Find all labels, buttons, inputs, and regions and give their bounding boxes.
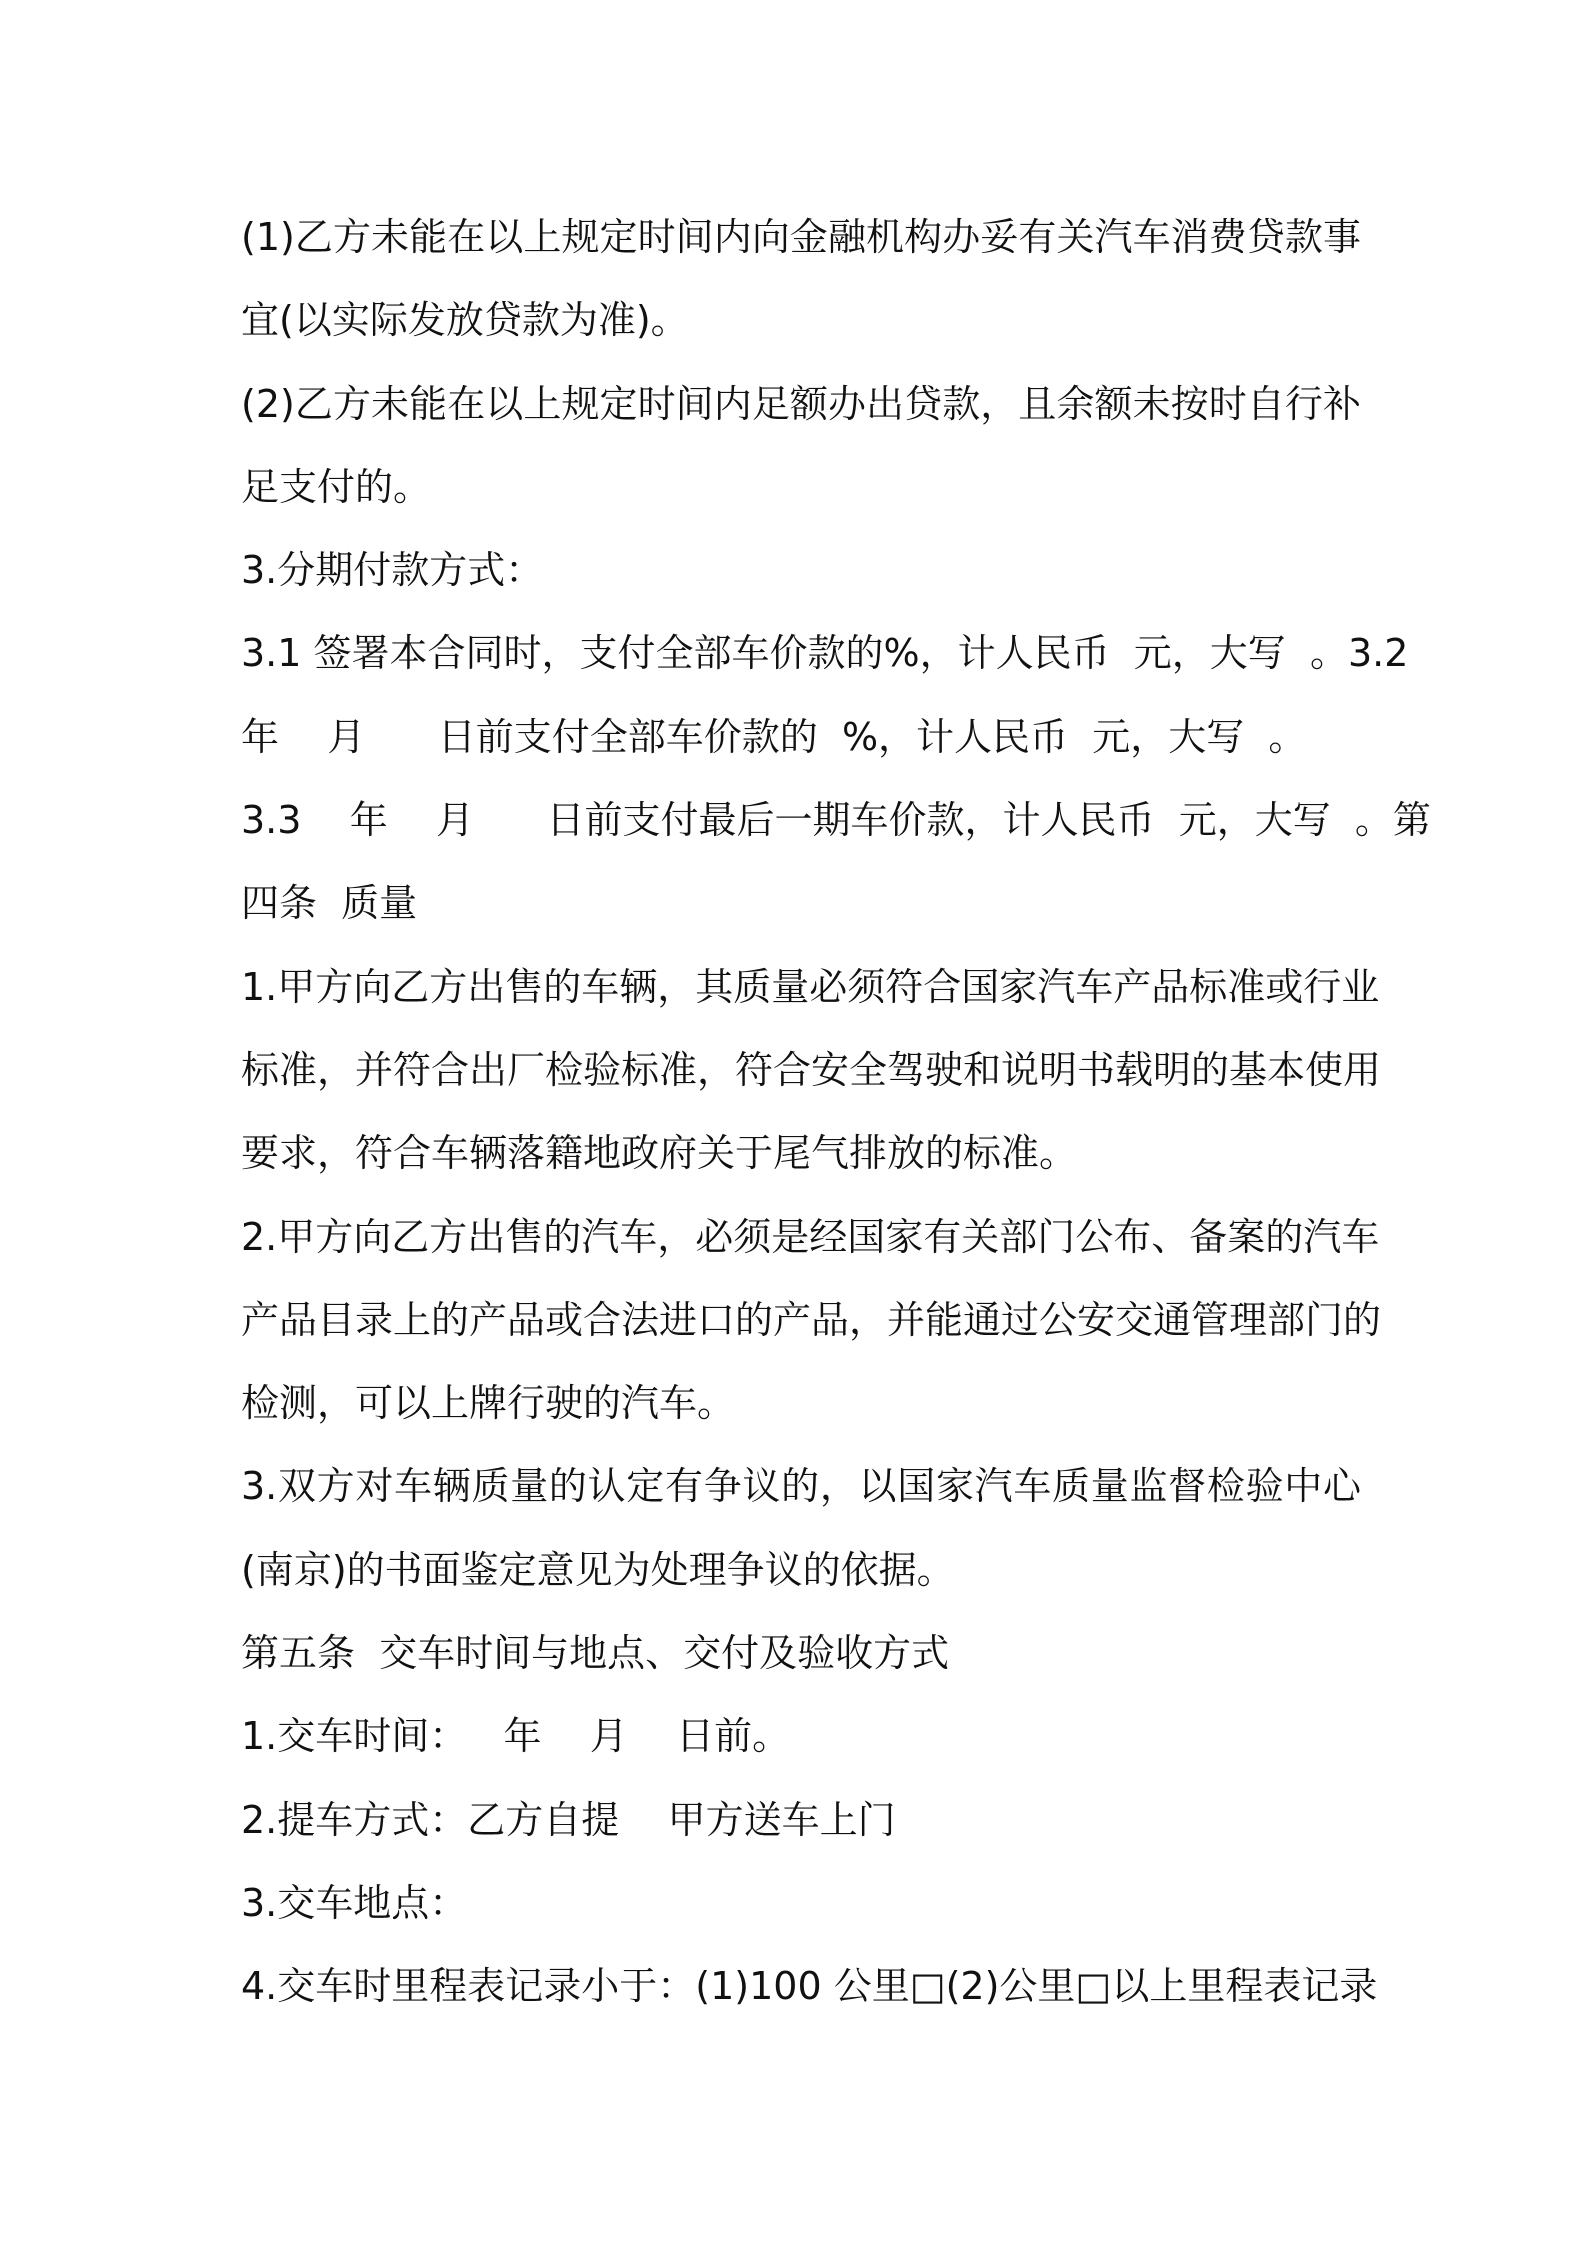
section-heading: 四条 质量 xyxy=(241,881,418,926)
text-line: 2.提车方式：乙方自提 甲方送车上门 xyxy=(241,1797,896,1842)
document-page xyxy=(241,196,1431,2029)
text-line: (2)乙方未能在以上规定时间内足额办出贷款，且余额未按时自行补 xyxy=(241,381,1361,426)
text-line: (南京)的书面鉴定意见为处理争议的依据。 xyxy=(241,1547,955,1592)
text-line: 2.甲方向乙方出售的汽车，必须是经国家有关部门公布、备案的汽车 xyxy=(241,1214,1380,1259)
text-line: 3.3 年 月 日前支付最后一期车价款，计人民币 元，大写 。第 xyxy=(241,798,1431,843)
text-line: 产品目录上的产品或合法进口的产品，并能通过公安交通管理部门的 xyxy=(241,1297,1382,1342)
text-line: 检测，可以上牌行驶的汽车。 xyxy=(241,1381,736,1426)
text-line: 年 月 日前支付全部车价款的 %，计人民币 元，大写 。 xyxy=(241,714,1307,759)
text-line: 3.交车地点： xyxy=(241,1880,468,1925)
text-line: 1.甲方向乙方出售的车辆，其质量必须符合国家汽车产品标准或行业 xyxy=(241,964,1380,1009)
text-line: 3.分期付款方式： xyxy=(241,548,544,593)
text-line: (1)乙方未能在以上规定时间内向金融机构办妥有关汽车消费贷款事 xyxy=(241,215,1361,259)
text-line: 4.交车时里程表记录小于：(1)100 公里□(2)公里□以上里程表记录 xyxy=(241,1964,1378,2009)
section-heading: 第五条 交车时间与地点、交付及验收方式 xyxy=(241,1631,950,1676)
text-line: 宜(以实际发放贷款为准)。 xyxy=(241,298,689,343)
text-line: 标准，并符合出厂检验标准，符合安全驾驶和说明书载明的基本使用 xyxy=(241,1047,1382,1092)
text-line: 足支付的。 xyxy=(241,464,432,509)
text-line: 要求，符合车辆落籍地政府关于尾气排放的标准。 xyxy=(241,1131,1078,1176)
text-line: 3.双方对车辆质量的认定有争议的，以国家汽车质量监督检验中心 xyxy=(241,1464,1361,1509)
text-line: 1.交车时间： 年 月 日前。 xyxy=(241,1714,791,1759)
text-line: 3.1 签署本合同时，支付全部车价款的%，计人民币 元，大写 。3.2 xyxy=(241,631,1409,676)
